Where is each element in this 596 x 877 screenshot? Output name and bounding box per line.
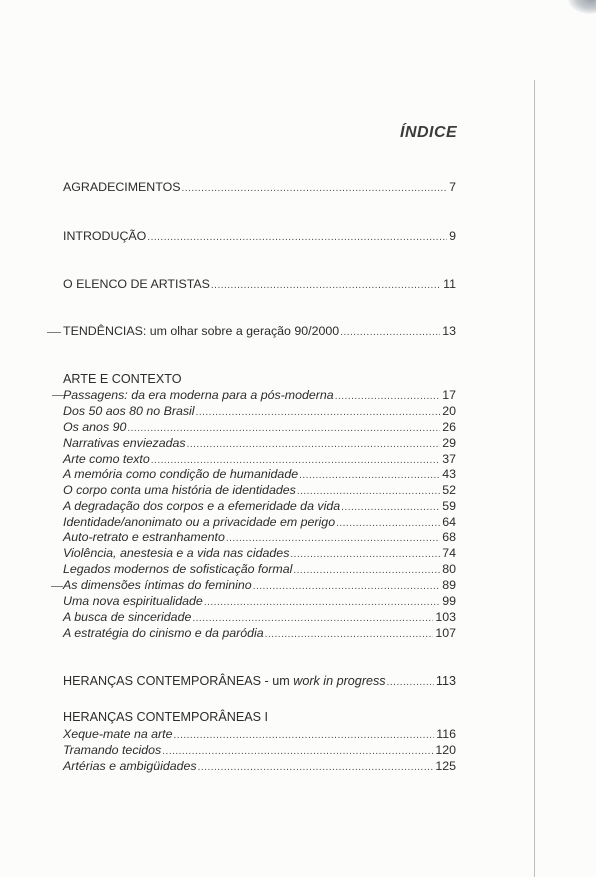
section-heading: HERANÇAS CONTEMPORÂNEAS I: [63, 710, 269, 724]
toc-subentry-label: A memória como condição de humanidade: [63, 467, 299, 481]
toc-subentry-page: 107: [435, 626, 456, 640]
toc-entry-page: 13: [442, 324, 456, 338]
toc-subentry: [63, 499, 456, 515]
toc-subentry-label: Uma nova espiritualidade: [63, 594, 203, 608]
toc-subentry-label: A degradação dos corpos e a efemeridade da vida: [63, 499, 341, 513]
dot-leader: [211, 278, 441, 293]
toc-entry-label: AGRADECIMENTOS: [63, 180, 181, 194]
toc-subentry: [63, 404, 456, 420]
corner-shadow: [568, 0, 596, 14]
toc-subentry-page: 99: [442, 594, 456, 608]
toc-subentry-label: Artérias e ambigüidades: [63, 759, 197, 773]
dot-leader: [265, 627, 434, 642]
toc-subentry: [63, 546, 456, 562]
toc-subentry-label: A estratégia do cinismo e da paródia: [63, 626, 264, 640]
toc-subentry-label: Dos 50 aos 80 no Brasil: [63, 404, 195, 418]
toc-subentry: [63, 610, 456, 626]
toc-subentry-page: 120: [435, 743, 456, 757]
toc-subentry: [63, 743, 456, 759]
toc-entry: [63, 674, 456, 690]
toc-entry: [63, 324, 456, 340]
dot-leader: [127, 421, 440, 436]
toc-subentry-label: Identidade/anonimato ou a privacidade em perigo: [63, 515, 336, 529]
dot-leader: [341, 500, 440, 515]
margin-mark: [47, 332, 61, 333]
dot-leader: [174, 728, 435, 743]
toc-entry-page: 9: [449, 229, 456, 243]
toc-subentry-page: 26: [442, 420, 456, 434]
toc-entry-label: [63, 674, 386, 689]
toc-entry-label: INTRODUÇÃO: [63, 229, 147, 243]
dot-leader: [204, 595, 440, 610]
toc-subentry-label: Auto-retrato e estranhamento: [63, 530, 225, 544]
dot-leader: [335, 389, 441, 404]
toc-subentry-page: 80: [442, 562, 456, 576]
dot-leader: [187, 437, 441, 452]
toc-subentry-label: As dimensões íntimas do feminino: [63, 578, 252, 592]
dot-leader: [162, 744, 433, 759]
toc-subentry-page: 20: [442, 404, 456, 418]
toc-entry-label: TENDÊNCIAS: um olhar sobre a geração 90/2000: [63, 324, 340, 338]
dot-leader: [226, 531, 440, 546]
toc-subentry-page: 74: [442, 546, 456, 560]
toc-subentry-label: Xeque-mate na arte: [63, 727, 173, 741]
toc-entry-label-italic: work in progress: [293, 674, 386, 688]
dot-leader: [290, 547, 440, 562]
dot-leader: [336, 516, 440, 531]
dot-leader: [293, 563, 440, 578]
toc-subentry-page: 116: [436, 727, 456, 741]
toc-subentry-label: Tramando tecidos: [63, 743, 162, 757]
toc-subentry: [63, 420, 456, 436]
toc-subentry: [63, 515, 456, 531]
toc-subentry: [63, 467, 456, 483]
toc-subentry: [63, 483, 456, 499]
page-edge-rule: [534, 80, 535, 877]
toc-subentry-label: Arte como texto: [63, 452, 150, 466]
toc-entry-page: 11: [443, 277, 456, 291]
toc-subentry: [63, 388, 456, 404]
toc-subentry-page: 89: [442, 578, 456, 592]
dot-leader: [182, 181, 448, 196]
toc-subentry: [63, 452, 456, 468]
toc-entry: [63, 229, 456, 245]
dot-leader: [297, 484, 440, 499]
toc-entry-label-text: HERANÇAS CONTEMPORÂNEAS - um: [63, 674, 294, 688]
margin-mark: [51, 586, 63, 587]
toc-entry-label: O ELENCO DE ARTISTAS: [63, 277, 210, 291]
dot-leader: [147, 230, 447, 245]
dot-leader: [387, 675, 434, 690]
page-title: ÍNDICE: [400, 124, 458, 141]
toc-subentry-label: A busca de sinceridade: [63, 610, 192, 624]
dot-leader: [340, 325, 440, 340]
toc-subentry: [63, 436, 456, 452]
toc-subentry-page: 68: [442, 530, 456, 544]
toc-subentry-page: 59: [442, 499, 456, 513]
dot-leader: [299, 468, 440, 483]
dot-leader: [253, 579, 441, 594]
toc-subentry-label: Os anos 90: [63, 420, 127, 434]
toc-subentry-label: Narrativas enviezadas: [63, 436, 186, 450]
toc-subentry: [63, 594, 456, 610]
dot-leader: [192, 611, 433, 626]
toc-subentry-page: 29: [442, 436, 456, 450]
toc-subentry-page: 103: [435, 610, 456, 624]
toc-subentry-page: 17: [442, 388, 456, 402]
toc-subentry-label: Violência, anestesia e a vida nas cidades: [63, 546, 290, 560]
section-heading: ARTE E CONTEXTO: [63, 372, 182, 386]
toc-subentry: [63, 626, 456, 642]
dot-leader: [198, 760, 434, 775]
toc-subentry-label: Legados modernos de sofisticação formal: [63, 562, 293, 576]
toc-subentry-page: 52: [442, 483, 456, 497]
toc-entry-page: 113: [435, 674, 456, 688]
toc-entry: [63, 277, 456, 293]
toc-subentry: [63, 727, 456, 743]
toc-subentry-page: 64: [442, 515, 456, 529]
toc-entry: [63, 180, 456, 196]
toc-subentry: [63, 530, 456, 546]
toc-subentry: [63, 578, 456, 594]
toc-subentry-page: 37: [442, 452, 456, 466]
toc-subentry-label: O corpo conta uma história de identidades: [63, 483, 296, 497]
toc-subentry: [63, 562, 456, 578]
toc-subentry-label: Passagens: da era moderna para a pós-moderna: [63, 388, 334, 402]
dot-leader: [196, 405, 441, 420]
toc-entry-page: 7: [449, 180, 456, 194]
toc-subentry: [63, 759, 456, 775]
toc-subentry-page: 43: [442, 467, 456, 481]
dot-leader: [151, 453, 440, 468]
toc-subentry-page: 125: [435, 759, 456, 773]
